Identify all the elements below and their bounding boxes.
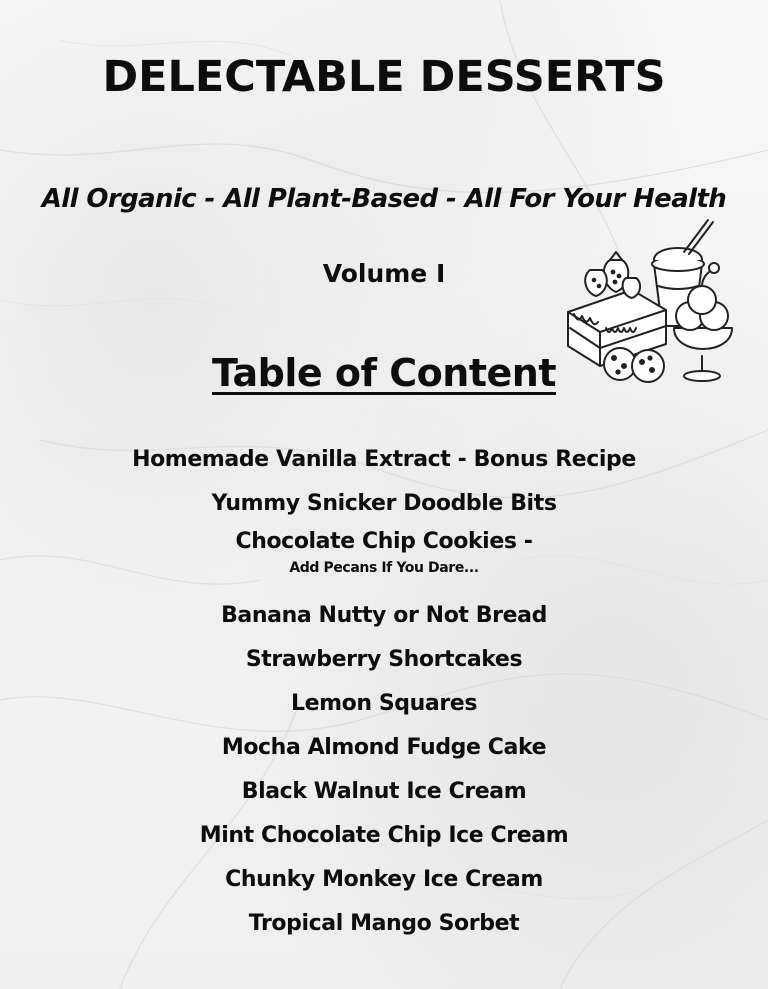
toc-item — [0, 594, 768, 638]
toc-item — [0, 526, 768, 576]
toc-heading: Table of Content — [212, 351, 556, 395]
toc-item-label: Mint Chocolate Chip Ice Cream — [199, 823, 569, 848]
toc-item-label: Lemon Squares — [290, 691, 478, 716]
document-title: DELECTABLE DESSERTS — [102, 52, 666, 102]
toc-item — [0, 726, 768, 770]
toc-item-label: Black Walnut Ice Cream — [241, 779, 527, 804]
toc-item — [0, 814, 768, 858]
toc-item-label: Tropical Mango Sorbet — [248, 911, 520, 936]
volume-label: Volume I — [322, 259, 446, 288]
toc-item — [0, 902, 768, 946]
toc-item — [0, 438, 768, 482]
toc-item-label: Yummy Snicker Doodble Bits — [211, 491, 557, 516]
toc-item-note: Add Pecans If You Dare... — [289, 560, 479, 576]
document-subtitle: All Organic - All Plant-Based - All For Your Health — [41, 184, 727, 214]
toc-item-label: Strawberry Shortcakes — [245, 647, 523, 672]
toc-item-label: Chocolate Chip Cookies - — [235, 529, 533, 554]
toc-list — [0, 438, 768, 946]
toc-item — [0, 638, 768, 682]
toc-item-label: Chunky Monkey Ice Cream — [225, 867, 543, 892]
toc-item — [0, 682, 768, 726]
toc-item-label: Banana Nutty or Not Bread — [221, 603, 547, 628]
toc-item — [0, 858, 768, 902]
toc-item — [0, 482, 768, 526]
toc-item-label: Mocha Almond Fudge Cake — [221, 735, 547, 760]
toc-item-label: Homemade Vanilla Extract - Bonus Recipe — [132, 447, 636, 472]
toc-item — [0, 770, 768, 814]
